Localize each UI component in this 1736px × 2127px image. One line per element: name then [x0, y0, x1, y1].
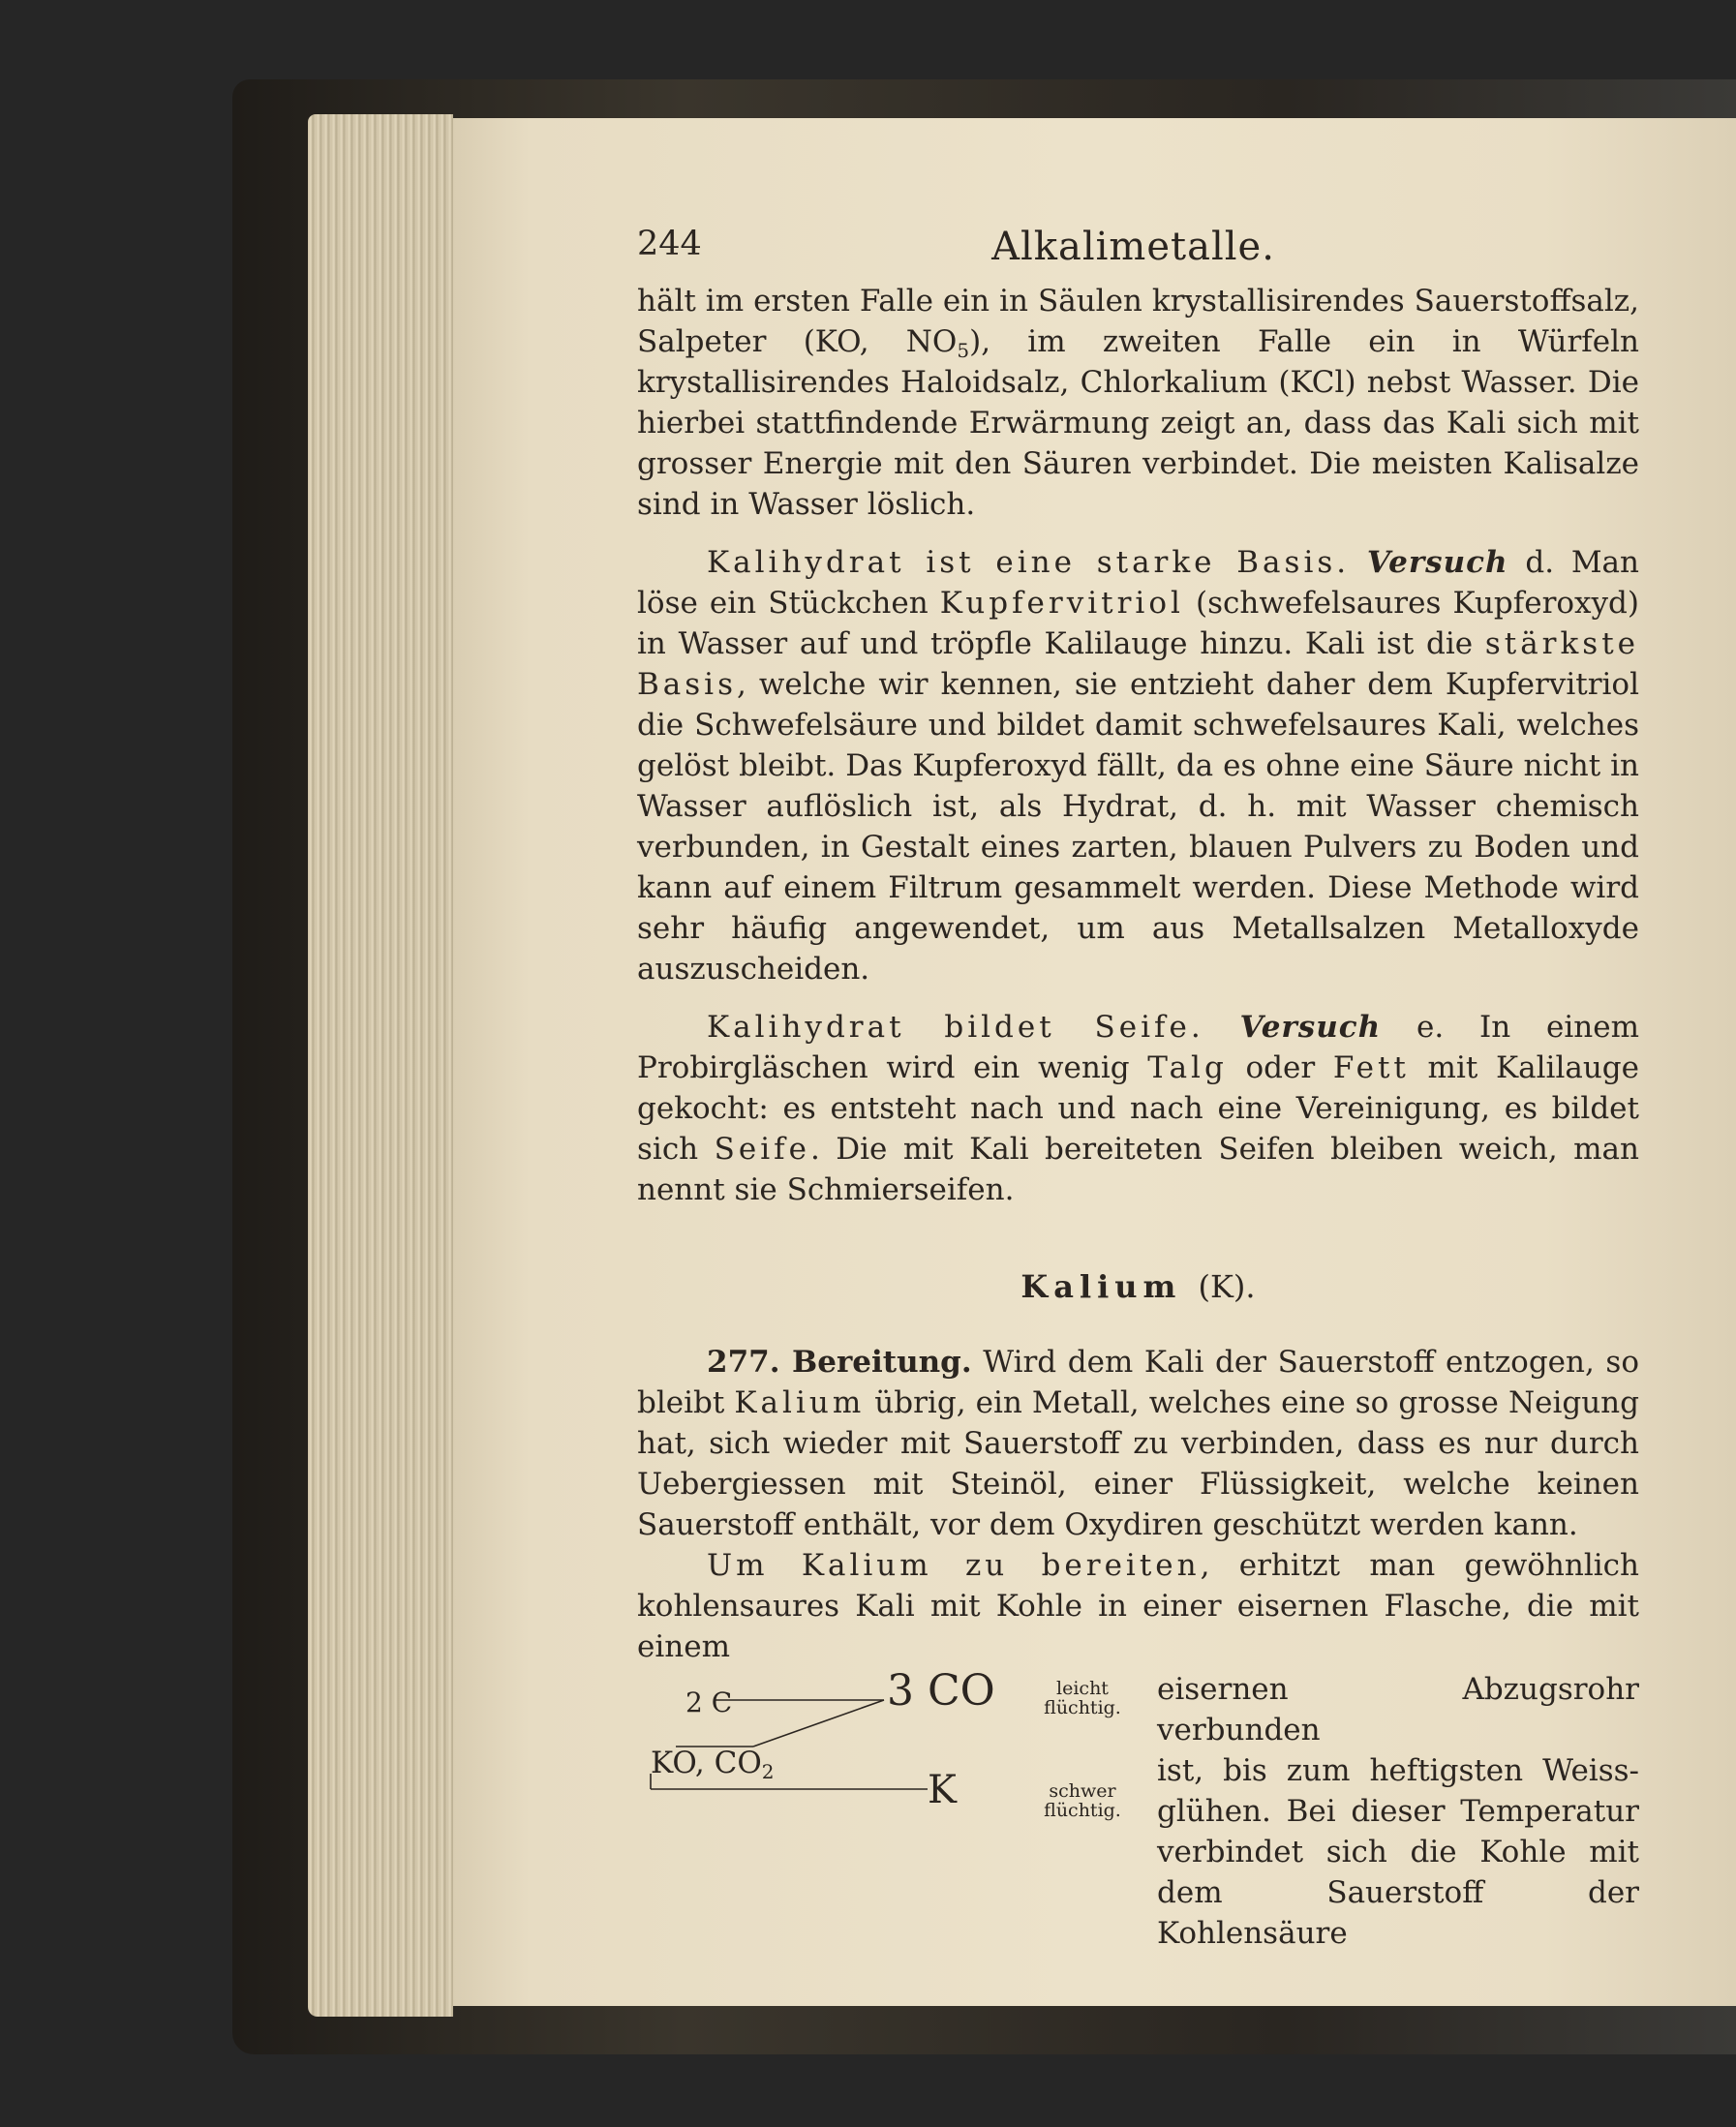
page-body [637, 281, 1640, 1951]
paragraph-3-text-c: mit Kalilauge gekocht: es entsteht nach und nach eine Vereinigung, es bildet sich [637, 1050, 1639, 1167]
reactant-subscript: 2 [761, 1760, 775, 1783]
paragraph-1-text-b: ), im zweiten Falle ein in Würfeln krystallisirendes Haloidsalz, Chlorkalium (KCl) nebst Wasser. Die hierbei stattfindende Erwärmung zeigt an, dass das Kali sich mit grosser Energie mit den Säuren verbindet. Die meisten Kalisalze sind in Wasser löslich. [637, 324, 1639, 522]
wrap-line: glühen. Bei dieser Temperatur [1157, 1794, 1639, 1829]
note-fluechtig-1: flüchtig. [1044, 1697, 1121, 1718]
diagram-k: K [928, 1768, 957, 1812]
paragraph-2-text-a: Man löse ein Stückchen [637, 545, 1640, 621]
paragraph-3-text-b: oder [1227, 1050, 1333, 1085]
versuch-label: Versuch [1239, 1010, 1382, 1045]
paragraph-3-text-a: In einem Probirgläschen wird ein wenig [637, 1010, 1639, 1085]
diagram-reactant [651, 1743, 775, 1783]
term-seife: Seife [714, 1132, 810, 1167]
paragraph-4-text-a: Wird dem Kali der Sauerstoff entzogen, so bleibt [637, 1345, 1639, 1420]
paragraph-2-text-b: (schwefelsaures Kupferoxyd) in Wasser auf und tröpfle Kalilauge hinzu. Kali ist die [637, 586, 1639, 661]
note-schwer: schwer [1049, 1780, 1116, 1802]
term-kupfervitriol: Kupfervitriol [939, 586, 1184, 621]
section-symbol: (K). [1198, 1268, 1256, 1305]
paragraph-1 [637, 281, 1639, 525]
diagram-2c: 2 C [685, 1686, 733, 1718]
paragraph-2-text-c: , welche wir kennen, sie entzieht daher dem Kupfervitriol die Schwefelsäure und bildet damit schwefelsaures Kali, welches gelöst bleibt. Das Kupferoxyd fällt, da es ohne eine Säure nicht in Wasser auflöslich ist, als Hydrat, d. h. mit Wasser chemisch verbunden, in Gestalt eines zarten, blauen Pulvers zu Boden und kann auf einem Filtrum gesammelt werden. Diese Methode wird sehr häufig angewendet, um aus Metallsalzen Metalloxyde auszuscheiden. [637, 667, 1639, 987]
term-kalium: Kalium [734, 1385, 866, 1420]
wrap-line: eisernen Abzugsrohr verbunden [1157, 1672, 1639, 1747]
diagram-with-text [637, 1666, 1639, 1951]
reaction-diagram [637, 1666, 1150, 1872]
page-number: 244 [637, 225, 702, 263]
diagram-leicht-note [1034, 1679, 1131, 1717]
reactant-formula: KO, CO [651, 1746, 762, 1780]
paragraph-4-text-b: übrig, ein Metall, welches eine so grosse Neigung hat, sich wieder mit Sauerstoff zu verbinden, dass es nur durch Uebergiessen mit Steinöl, einer Flüssigkeit, welche keinen Sauerstoff enthält, vor dem Oxydiren geschützt werden kann. [637, 1385, 1639, 1542]
section-title: Kalium [1020, 1268, 1182, 1305]
section-heading [637, 1266, 1639, 1307]
page-header [637, 225, 1629, 283]
versuch-label: Versuch [1366, 545, 1508, 580]
paragraph-number: 277. Bereitung. [707, 1345, 972, 1380]
paragraph-3 [637, 1007, 1639, 1210]
term-staerkste-basis: stärkste Basis [637, 626, 1639, 702]
wrap-line: ist, bis zum heftigsten Weiss- [1157, 1753, 1639, 1788]
wrap-line: verbindet sich die Kohle mit [1157, 1835, 1639, 1869]
wrap-text [1157, 1669, 1639, 1954]
note-leicht: leicht [1056, 1678, 1109, 1699]
subscript: 5 [957, 339, 970, 362]
paragraph-2 [637, 542, 1639, 989]
book-page [453, 118, 1736, 2006]
term-kalium-bereiten: Um Kalium zu bereiten [707, 1548, 1201, 1583]
note-fluechtig-2: flüchtig. [1044, 1800, 1121, 1821]
versuch-letter: d. [1508, 545, 1555, 580]
paragraph-1-text-a: hält im ersten Falle ein in Säulen krystallisirendes Sauerstoffsalz, Salpeter (KO, NO [637, 284, 1639, 359]
paragraph-3-lead: Kalihydrat bildet Seife. [707, 1010, 1204, 1045]
diagram-schwer-note [1034, 1781, 1131, 1820]
paragraph-3-text-d: . Die mit Kali bereiteten Seifen bleiben weich, man nennt sie Schmierseifen. [637, 1132, 1639, 1207]
paragraph-4 [637, 1342, 1639, 1545]
running-title: Alkalimetalle. [991, 225, 1275, 269]
term-talg: Talg [1147, 1050, 1228, 1085]
versuch-letter: e. [1381, 1010, 1445, 1045]
diagram-3co: 3 CO [887, 1666, 995, 1716]
paragraph-2-lead: Kalihydrat ist eine starke Basis. [707, 545, 1351, 580]
paragraph-5-text-a: , erhitzt man gewöhnlich kohlensaures Kali mit Kohle in einer eisernen Flasche, die mit einem [637, 1548, 1639, 1664]
paragraph-5 [637, 1545, 1639, 1667]
wrap-line: dem Sauerstoff der Kohlensäure [1157, 1875, 1639, 1951]
term-fett: Fett [1332, 1050, 1410, 1085]
page-edges [308, 114, 453, 2017]
